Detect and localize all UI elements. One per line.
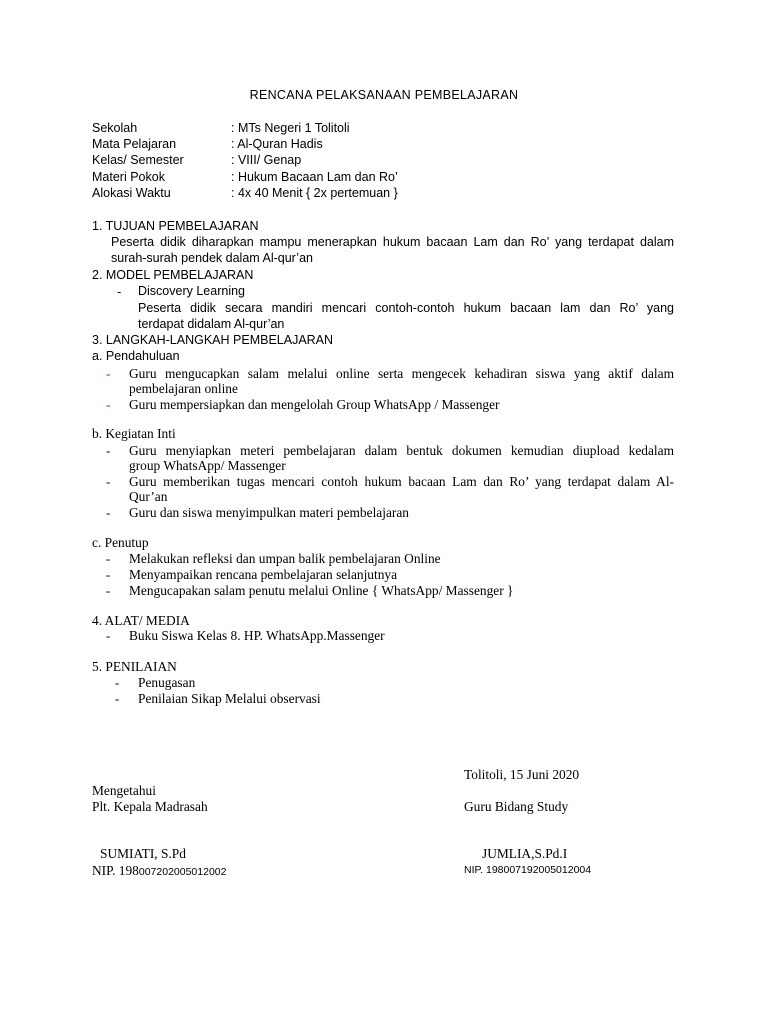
place-date: Tolitoli, 15 Juni 2020 (464, 767, 580, 782)
inti-item-2-line-2: Qur’an (129, 489, 168, 504)
alat-dash-1: - (106, 628, 111, 643)
identity-label-materi: Materi Pokok (92, 170, 165, 184)
tujuan-line-2: surah-surah pendek dalam Al-qur’an (111, 251, 313, 265)
penutup-item-1: Melakukan refleksi dan umpan balik pembelajaran Online (129, 551, 441, 566)
model-desc-line-1: Peserta didik secara mandiri mencari contoh-contoh hukum bacaan lam dan Ro’ yang (138, 301, 674, 315)
subheading-pendahuluan: a. Pendahuluan (92, 349, 180, 363)
inti-item-3: Guru dan siswa menyimpulkan materi pembelajaran (129, 505, 410, 520)
left-signatory-nip (92, 862, 226, 880)
pendahuluan-dash-2: - (106, 397, 111, 412)
identity-label-kelas: Kelas/ Semester (92, 153, 184, 167)
penilaian-item-1: Penugasan (138, 675, 196, 690)
pendahuluan-item-2: Guru mempersiapkan dan mengelolah Group WhatsApp / Massenger (129, 397, 500, 412)
inti-dash-1: - (106, 443, 111, 458)
inti-dash-2: - (106, 474, 111, 489)
pendahuluan-dash-1: - (106, 366, 111, 381)
identity-label-mata-pelajaran: Mata Pelajaran (92, 137, 177, 151)
tujuan-line-1: Peserta didik diharapkan mampu menerapkan hukum bacaan Lam dan Ro’ yang terdapat dalam (111, 235, 674, 249)
identity-value-alokasi: : 4x 40 Menit { 2x pertemuan } (231, 186, 398, 200)
identity-label-alokasi: Alokasi Waktu (92, 186, 171, 200)
subheading-penutup: c. Penutup (92, 535, 149, 550)
section-heading-tujuan: 1. TUJUAN PEMBELAJARAN (92, 219, 259, 233)
right-signatory-nip: NIP. 198007192005012004 (464, 864, 592, 876)
inti-dash-3: - (106, 505, 111, 520)
inti-item-1-line-1: Guru menyiapkan meteri pembelajaran dalam bentuk dokumen kemudian diupload kedalam (129, 443, 674, 458)
left-signatory-role: Plt. Kepala Madrasah (92, 799, 208, 814)
model-dash: - (117, 284, 122, 299)
section-heading-alat: 4. ALAT/ MEDIA (92, 613, 190, 628)
identity-value-sekolah: : MTs Negeri 1 Tolitoli (231, 121, 350, 135)
mengetahui-label: Mengetahui (92, 783, 156, 798)
document-title: RENCANA PELAKSANAAN PEMBELAJARAN (249, 88, 519, 102)
right-signatory-role: Guru Bidang Study (464, 799, 569, 814)
penilaian-item-2: Penilaian Sikap Melalui observasi (138, 691, 321, 706)
model-desc-line-2: terdapat didalam Al-qur’an (138, 317, 285, 331)
penutup-dash-3: - (106, 583, 111, 598)
section-heading-langkah: 3. LANGKAH-LANGKAH PEMBELAJARAN (92, 333, 334, 347)
left-nip-label: NIP. 198 (92, 863, 139, 878)
identity-label-sekolah: Sekolah (92, 121, 138, 135)
penutup-dash-1: - (106, 551, 111, 566)
subheading-kegiatan-inti: b. Kegiatan Inti (92, 426, 176, 441)
identity-value-mata-pelajaran: : Al-Quran Hadis (231, 137, 323, 151)
identity-value-materi: : Hukum Bacaan Lam dan Ro’ (231, 170, 398, 184)
inti-item-1-line-2: group WhatsApp/ Massenger (129, 458, 286, 473)
penutup-dash-2: - (106, 567, 111, 582)
inti-item-2-line-1: Guru memberikan tugas mencari contoh hukum bacaan Lam dan Ro’ yang terdapat dalam Al- (129, 474, 674, 489)
left-nip-number: 007202005012002 (138, 866, 227, 878)
penilaian-dash-2: - (115, 691, 120, 706)
penutup-item-3: Mengucapakan salam penutu melalui Online { WhatsApp/ Massenger } (129, 583, 514, 598)
pendahuluan-item-1-line-2: pembelajaran online (129, 381, 238, 396)
penilaian-dash-1: - (115, 675, 120, 690)
left-signatory-name: SUMIATI, S.Pd (100, 846, 186, 861)
pendahuluan-item-1-line-1: Guru mengucapkan salam melalui online serta mengecek kehadiran siswa yang aktif dalam (129, 366, 674, 381)
penutup-item-2: Menyampaikan rencana pembelajaran selanjutnya (129, 567, 398, 582)
identity-value-kelas: : VIII/ Genap (231, 153, 302, 167)
model-item: Discovery Learning (138, 284, 245, 298)
section-heading-penilaian: 5. PENILAIAN (92, 659, 177, 674)
section-heading-model: 2. MODEL PEMBELAJARAN (92, 268, 254, 282)
right-signatory-name: JUMLIA,S.Pd.I (482, 846, 568, 861)
alat-item-1: Buku Siswa Kelas 8. HP. WhatsApp.Massenger (129, 628, 385, 643)
